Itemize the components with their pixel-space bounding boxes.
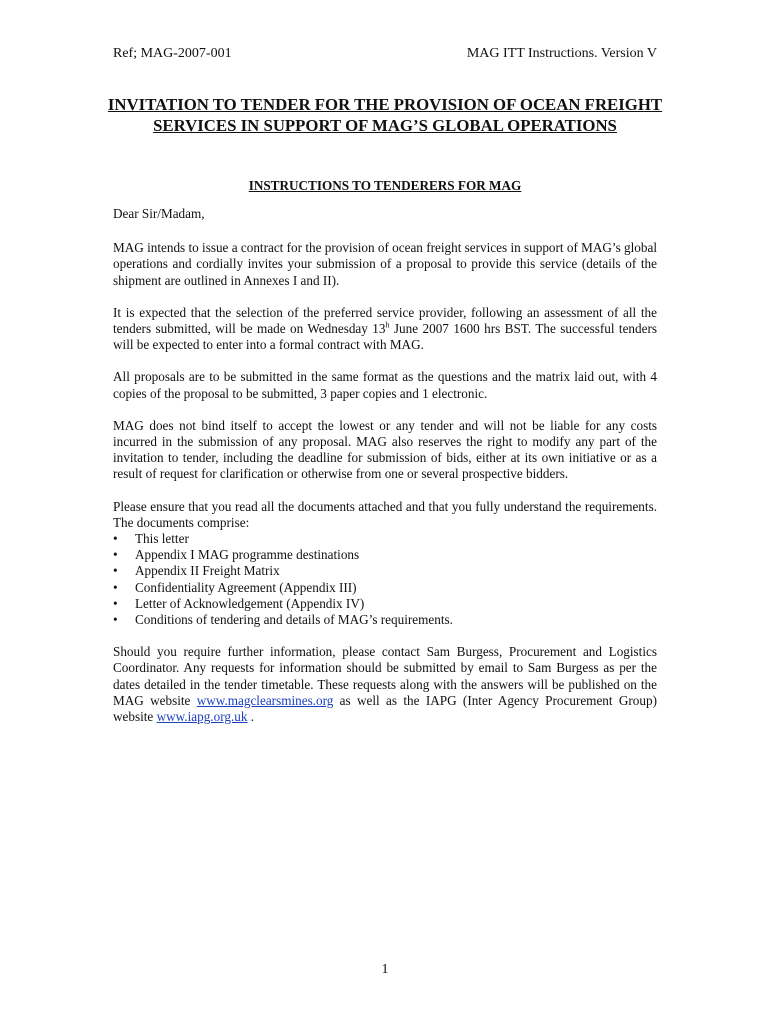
contact-text-end: . [247,709,255,725]
document-version: MAG ITT Instructions. Version V [466,46,657,61]
paragraph-intro: MAG intends to issue a contract for the provision of ocean freight services in support of MAG’s global operations and cordially invites your submission of a proposal to provide this service (details of the shipment are outlined in Annexes I and II). [113,240,657,288]
list-item [113,563,657,579]
document-subtitle: INSTRUCTIONS TO TENDERERS FOR MAG [248,178,522,193]
list-item-text: Appendix II Freight Matrix [135,563,280,579]
list-item-text: Confidentiality Agreement (Appendix III) [135,579,357,595]
list-item [113,580,657,596]
bullet-icon: • [113,547,118,563]
bullet-icon: • [113,563,118,579]
page-header [113,46,657,66]
date-superscript: h [385,320,390,330]
paragraph-contact [113,644,657,725]
reference-number: Ref; MAG-2007-001 [113,46,232,61]
list-item-text: This letter [135,531,189,547]
selection-text-end: June 2007 1600 hrs BST. The successful tenders will be expected to enter into a formal contract with MAG. [113,321,657,353]
list-item [113,596,657,612]
selection-text-start: It is expected that the selection of the preferred service provider, following an assessment of all the tenders submitted, will be made on Wednesday 13 [113,304,657,337]
iapg-website-link[interactable]: www.iapg.org.uk [156,709,248,725]
contact-text-start: Should you require further information, please contact Sam Burgess, Procurement and Logistics Coordinator. Any requests for information should be submitted by email to Sam Burgess as per the dates detailed in the tender timetable. These requests along with the answers will be published on the MAG website [113,644,657,708]
document-list [113,531,657,628]
paragraph-disclaimer: MAG does not bind itself to accept the lowest or any tender and will not be liable for any costs incurred in the submission of any proposal. MAG also reserves the right to modify any part of the invitation to tender, including the deadline for submission of bids, either at its own initiative or as a result of request for clarification or otherwise from one or several prospective bidders. [113,417,657,482]
paragraph-format: All proposals are to be submitted in the same format as the questions and the matrix laid out, with 4 copies of the proposal to be submitted, 3 paper copies and 1 electronic. [113,369,657,401]
bullet-icon: • [113,612,118,628]
list-item-text: Conditions of tendering and details of MAG’s requirements. [135,612,453,628]
list-item-text: Appendix I MAG programme destinations [135,547,360,563]
list-item [113,531,657,547]
salutation: Dear Sir/Madam, [113,206,205,221]
document-title: INVITATION TO TENDER FOR THE PROVISION OF OCEAN FREIGHT SERVICES IN SUPPORT OF MAG’S GLOBAL OPERATIONS [107,95,663,135]
list-item [113,547,657,563]
bullet-icon: • [113,595,118,611]
mag-website-link[interactable]: www.magclearsmines.org [196,692,334,708]
paragraph-documents: Please ensure that you read all the documents attached and that you fully understand the requirements. The documents comprise: [113,498,657,530]
contact-text-middle: as well as the IAPG (Inter Agency Procurement Group) website [113,692,657,725]
bullet-icon: • [113,531,118,547]
letter-body [113,206,657,741]
bullet-icon: • [113,579,118,595]
list-item-text: Letter of Acknowledgement (Appendix IV) [135,595,365,611]
page-number: 1 [381,962,389,977]
list-item [113,612,657,628]
paragraph-selection [113,305,657,354]
